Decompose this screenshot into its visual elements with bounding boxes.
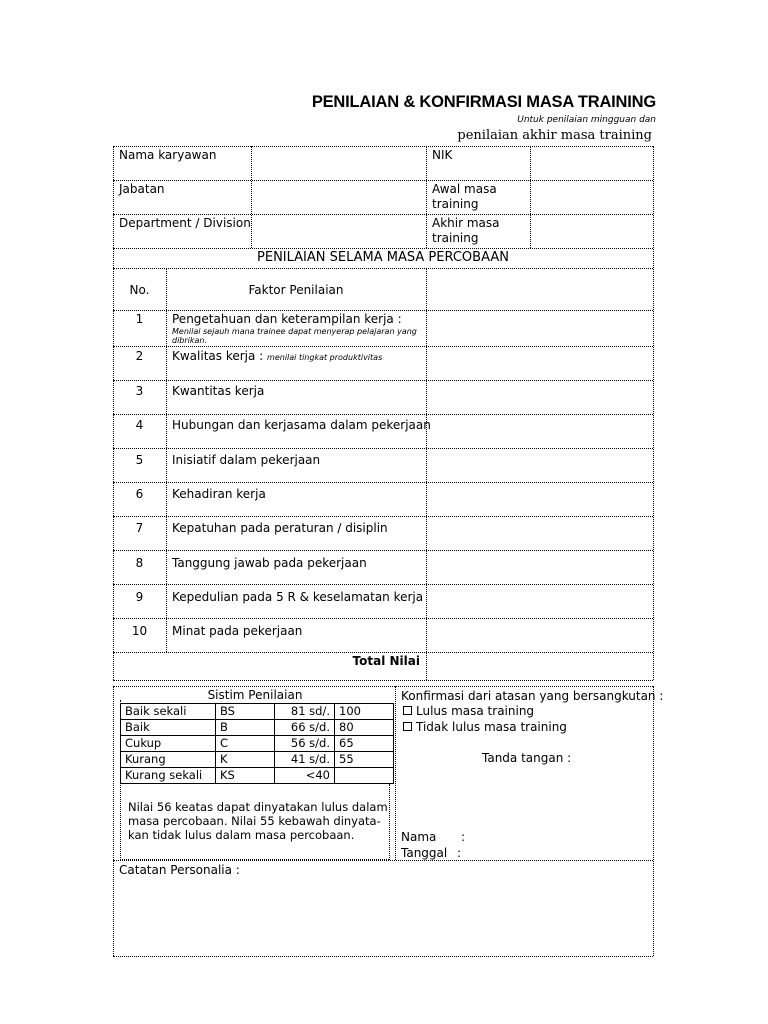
row-factor: Kehadiran kerja — [172, 487, 266, 501]
total-nilai-label: Total Nilai — [352, 654, 420, 668]
row-factor: Kepatuhan pada peraturan / disiplin — [172, 521, 388, 535]
table-row — [121, 736, 394, 752]
row-no: 7 — [135, 521, 144, 535]
score-field[interactable] — [427, 311, 652, 345]
name-label: Nama — [401, 830, 437, 844]
table-row — [121, 704, 394, 720]
catatan-personalia-field[interactable] — [115, 880, 651, 954]
scoring-note — [128, 800, 388, 842]
table-row — [121, 752, 394, 768]
scoring-range: 41 s/d. — [275, 752, 335, 768]
form-title: PENILAIAN & KONFIRMASI MASA TRAINING — [311, 93, 656, 111]
nik-field[interactable] — [531, 147, 652, 179]
score-field[interactable] — [427, 585, 652, 617]
score-field[interactable] — [427, 347, 652, 379]
nama-karyawan-label: Nama karyawan — [119, 148, 217, 162]
scoring-code: B — [216, 720, 275, 736]
option-pass[interactable] — [403, 703, 534, 719]
score-field[interactable] — [427, 483, 652, 515]
row-no: 10 — [131, 624, 148, 638]
scoring-range: <40 — [275, 768, 335, 784]
scoring-note-line: kan tidak lulus dalam masa percobaan. — [128, 828, 355, 842]
row-no: 8 — [135, 556, 144, 570]
catatan-personalia-label: Catatan Personalia : — [119, 863, 240, 877]
table-row — [121, 720, 394, 736]
table-row — [121, 768, 394, 784]
scoring-limit — [335, 768, 394, 784]
option-fail[interactable] — [403, 719, 567, 735]
score-field[interactable] — [427, 517, 652, 549]
checkbox-icon[interactable] — [403, 706, 412, 715]
score-field[interactable] — [427, 415, 652, 447]
scoring-table — [120, 703, 394, 784]
scoring-name: Baik — [121, 720, 216, 736]
scoring-limit: 100 — [335, 704, 394, 720]
name-colon: : — [461, 830, 466, 844]
checkbox-icon[interactable] — [403, 722, 412, 731]
scoring-range: 81 sd/. — [275, 704, 335, 720]
date-colon: : — [457, 846, 462, 860]
total-nilai-field[interactable] — [427, 653, 652, 679]
scoring-name: Cukup — [121, 736, 216, 752]
row-no: 3 — [135, 384, 144, 398]
option-pass-label: Lulus masa training — [416, 704, 535, 718]
row-no: 6 — [135, 487, 144, 501]
department-field[interactable] — [252, 215, 425, 247]
scoring-code: K — [216, 752, 275, 768]
awal-masa-field[interactable] — [531, 181, 652, 213]
row-factor: Kepedulian pada 5 R & keselamatan kerja — [172, 590, 424, 604]
scoring-code: C — [216, 736, 275, 752]
scoring-name: Baik sekali — [121, 704, 216, 720]
scoring-note-line: masa percobaan. Nilai 55 kebawah dinyata- — [128, 814, 381, 828]
score-field[interactable] — [427, 449, 652, 481]
row-factor-note: Menilai sejauh mana trainee dapat menyerap pelajaran yang dibrikan. — [172, 327, 417, 345]
row-no: 9 — [135, 590, 144, 604]
col-no-header: No. — [129, 283, 150, 297]
awal-masa-label-1: Awal masa — [432, 182, 497, 196]
scoring-range: 66 s/d. — [275, 720, 335, 736]
akhir-masa-label-2: training — [432, 231, 479, 245]
form-subtitle-small: Untuk penilaian mingguan dan — [517, 115, 656, 125]
row-no: 5 — [135, 453, 144, 467]
date-label: Tanggal — [401, 846, 448, 860]
scoring-note-line: Nilai 56 keatas dapat dinyatakan lulus dalam — [128, 800, 388, 814]
row-factor: Hubungan dan kerjasama dalam pekerjaan — [172, 418, 431, 432]
row-factor: Kwalitas kerja : menilai tingkat produktivitas — [172, 349, 383, 363]
col-factor-header: Faktor Penilaian — [248, 283, 344, 297]
scoring-title: Sistim Penilaian — [207, 688, 303, 702]
row-factor-note: menilai tingkat produktivitas — [267, 353, 383, 362]
score-field[interactable] — [427, 381, 652, 413]
department-label: Department / Division — [119, 216, 251, 230]
scoring-range: 56 s/d. — [275, 736, 335, 752]
jabatan-label: Jabatan — [119, 182, 165, 196]
score-field[interactable] — [427, 619, 652, 651]
row-factor: Pengetahuan dan keterampilan kerja : — [172, 312, 402, 326]
row-factor: Kwantitas kerja — [172, 384, 265, 398]
akhir-masa-label-1: Akhir masa — [432, 216, 500, 230]
scoring-code: BS — [216, 704, 275, 720]
nama-karyawan-field[interactable] — [252, 147, 425, 179]
jabatan-field[interactable] — [252, 181, 425, 213]
row-factor: Minat pada pekerjaan — [172, 624, 303, 638]
scoring-name: Kurang — [121, 752, 216, 768]
score-field[interactable] — [427, 551, 652, 583]
option-fail-label: Tidak lulus masa training — [416, 720, 567, 734]
scoring-code: KS — [216, 768, 275, 784]
form-subtitle: penilaian akhir masa training — [457, 128, 652, 143]
confirmation-title: Konfirmasi dari atasan yang bersangkutan : — [401, 689, 664, 703]
row-factor: Tanggung jawab pada pekerjaan — [172, 556, 367, 570]
row-no: 1 — [135, 312, 144, 326]
scoring-limit: 80 — [335, 720, 394, 736]
row-no: 2 — [135, 349, 144, 363]
section-title: PENILAIAN SELAMA MASA PERCOBAAN — [257, 250, 509, 265]
nik-label: NIK — [432, 148, 453, 162]
signature-label: Tanda tangan : — [482, 751, 572, 765]
row-no: 4 — [135, 418, 144, 432]
row-factor: Inisiatif dalam pekerjaan — [172, 453, 321, 467]
scoring-limit: 65 — [335, 736, 394, 752]
scoring-name: Kurang sekali — [121, 768, 216, 784]
awal-masa-label-2: training — [432, 197, 479, 211]
scoring-limit: 55 — [335, 752, 394, 768]
akhir-masa-field[interactable] — [531, 215, 652, 247]
